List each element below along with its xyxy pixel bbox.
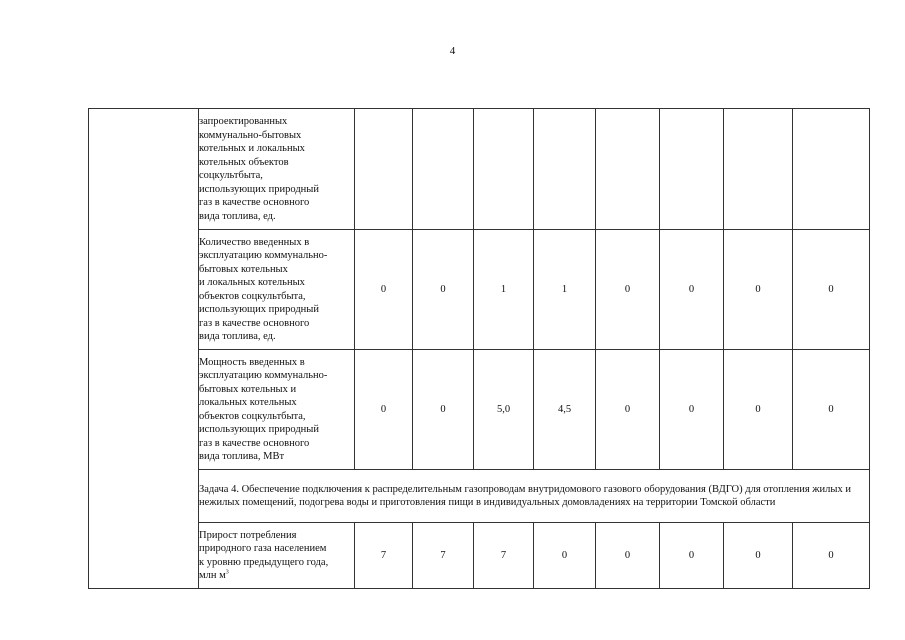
value-cell: 0 xyxy=(660,230,724,350)
table-row xyxy=(89,350,870,470)
table-row xyxy=(89,523,870,589)
value-cell: 5,0 xyxy=(474,350,534,470)
value-cell: 0 xyxy=(793,523,870,589)
task-heading: Задача 4. Обеспечение подключения к распределительным газопроводам внутридомового газового оборудования (ВДГО) для отопления жилых и нежилых помещений, подогрева воды и приготовления пищи в индивидуальных домовладениях на территории Томской области xyxy=(199,470,870,523)
value-cell: 0 xyxy=(534,523,596,589)
empty-cell xyxy=(89,109,199,589)
task-row xyxy=(89,470,870,523)
page-number: 4 xyxy=(449,45,456,57)
value-cell: 0 xyxy=(596,350,660,470)
value-cell: 0 xyxy=(660,523,724,589)
value-cell xyxy=(355,109,413,230)
indicator-label: Количество введенных в эксплуатацию коммунально- бытовых котельных и локальных котельных объектов соцкультбыта, использующих природный газ в качестве основного вида топлива, ед. xyxy=(199,230,355,350)
indicator-label-text: Прирост потребления природного газа населением к уровню предыдущего года, млн м xyxy=(199,529,329,581)
indicator-label: Мощность введенных в эксплуатацию коммунально- бытовых котельных и локальных котельных объектов соцкультбыта, использующих природный газ в качестве основного вида топлива, МВт xyxy=(199,350,355,470)
value-cell: 0 xyxy=(724,230,793,350)
indicator-label: запроектированных коммунально-бытовых котельных и локальных котельных объектов соцкультбыта, использующих природный газ в качестве основного вида топлива, ед. xyxy=(199,109,355,230)
value-cell: 0 xyxy=(413,230,474,350)
value-cell xyxy=(474,109,534,230)
table-row xyxy=(89,230,870,350)
value-cell: 0 xyxy=(355,350,413,470)
value-cell xyxy=(660,109,724,230)
indicators-table xyxy=(88,108,870,589)
value-cell: 0 xyxy=(660,350,724,470)
value-cell: 0 xyxy=(355,230,413,350)
value-cell: 0 xyxy=(596,523,660,589)
value-cell: 1 xyxy=(534,230,596,350)
value-cell: 0 xyxy=(724,523,793,589)
table-row xyxy=(89,109,870,230)
value-cell xyxy=(596,109,660,230)
value-cell xyxy=(413,109,474,230)
value-cell xyxy=(724,109,793,230)
value-cell xyxy=(793,109,870,230)
value-cell: 0 xyxy=(793,230,870,350)
value-cell xyxy=(534,109,596,230)
value-cell: 7 xyxy=(355,523,413,589)
value-cell: 0 xyxy=(413,350,474,470)
value-cell: 4,5 xyxy=(534,350,596,470)
value-cell: 0 xyxy=(793,350,870,470)
value-cell: 0 xyxy=(724,350,793,470)
value-cell: 7 xyxy=(474,523,534,589)
value-cell: 0 xyxy=(596,230,660,350)
indicator-label xyxy=(199,523,355,589)
value-cell: 7 xyxy=(413,523,474,589)
value-cell: 1 xyxy=(474,230,534,350)
unit-superscript: 3 xyxy=(225,569,229,576)
